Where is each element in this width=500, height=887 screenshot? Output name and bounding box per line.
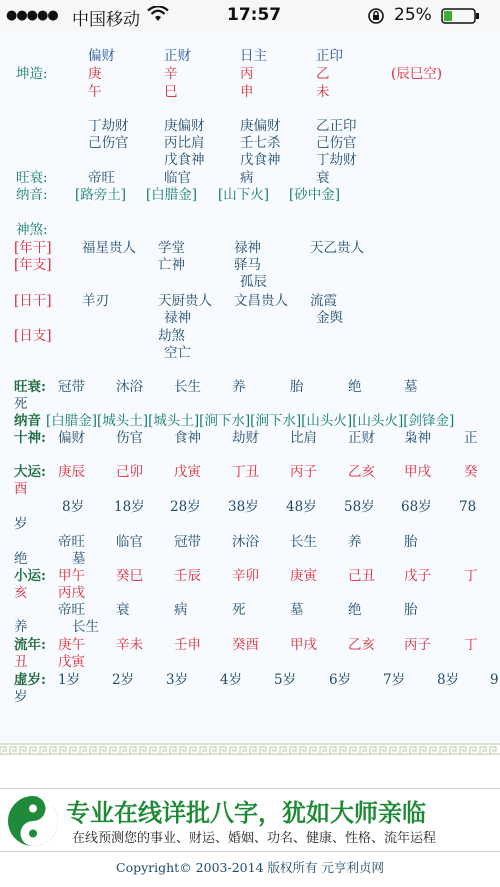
xy-cell: 庚寅 <box>290 568 317 584</box>
dy-ws-cell: 养 <box>348 534 362 550</box>
wangshuai-day: 病 <box>240 170 254 186</box>
canggan: 己伤官 <box>316 135 357 151</box>
age-cell: 岁 <box>14 516 28 532</box>
ss-cell: 劫财 <box>232 430 259 446</box>
ws-cell: 长生 <box>174 379 201 395</box>
zhi-day: 申 <box>240 84 254 100</box>
shensha-item: 天厨贵人 <box>158 293 212 309</box>
gan-year: 庚 <box>88 66 102 82</box>
ss-cell: 食神 <box>174 430 201 446</box>
dy-cell: 丙子 <box>290 464 317 480</box>
shensha-item: 孤辰 <box>240 274 267 290</box>
bazi-content <box>0 32 500 745</box>
ln-cell: 丑 <box>14 654 28 670</box>
dy-cell: 乙亥 <box>348 464 375 480</box>
xy-cell: 己丑 <box>348 568 375 584</box>
wangshuai-label: 旺衰: <box>16 170 48 186</box>
ws-cell: 绝 <box>348 379 362 395</box>
ln-cell: 壬申 <box>174 637 201 653</box>
xy-ws-cell: 衰 <box>116 602 130 618</box>
xs-cell: 8岁 <box>437 672 460 688</box>
shensha-item: 天乙贵人 <box>310 240 364 256</box>
shishen-day: 日主 <box>240 48 267 64</box>
canggan: 丁劫财 <box>88 118 129 134</box>
shensha-item: 金舆 <box>316 310 343 326</box>
dy-ws-cell: 沐浴 <box>232 534 259 550</box>
ln-cell: 戊寅 <box>58 654 85 670</box>
dy-ws-cell: 墓 <box>72 551 86 567</box>
gan-month: 辛 <box>164 66 178 82</box>
xs-cell: 4岁 <box>220 672 243 688</box>
dy-cell: 丁丑 <box>232 464 259 480</box>
xs-cell: 岁 <box>14 689 28 705</box>
clock: 17:57 <box>227 5 282 25</box>
zhi-year: 午 <box>88 84 102 100</box>
xy-ws-cell: 长生 <box>72 619 99 635</box>
decorative-border <box>0 742 500 756</box>
xs-cell: 6岁 <box>329 672 352 688</box>
wangshuai-month: 临官 <box>164 170 191 186</box>
yin-yang-icon <box>6 794 60 848</box>
ws-cell: 沐浴 <box>116 379 143 395</box>
dy-ws-cell: 长生 <box>290 534 317 550</box>
xy-cell: 甲午 <box>58 568 85 584</box>
wangshuai-hour: 衰 <box>316 170 330 186</box>
banner-subtitle: 在线预测您的事业、财运、婚姻、功名、健康、性格、流年运程 <box>72 831 437 846</box>
shensha-item: 空亡 <box>164 345 191 361</box>
xy-ws-cell: 绝 <box>348 602 362 618</box>
age-cell: 48岁 <box>286 499 317 515</box>
xy-ws-cell: 墓 <box>290 602 304 618</box>
shensha-item: 流霞 <box>310 293 337 309</box>
ad-banner[interactable] <box>0 788 500 852</box>
xs-cell: 2岁 <box>112 672 135 688</box>
ss-cell: 枭神 <box>404 430 431 446</box>
kong-wang: (辰巳空) <box>391 66 443 82</box>
xy-ws-cell: 养 <box>14 619 28 635</box>
shishen-year: 偏财 <box>88 48 115 64</box>
xy-cell: 辛卯 <box>232 568 259 584</box>
canggan: 丁劫财 <box>316 152 357 168</box>
nayin-year: [路旁土] <box>75 187 127 203</box>
age-cell: 18岁 <box>114 499 145 515</box>
ws-cell: 养 <box>232 379 246 395</box>
dy-ws-cell: 冠带 <box>174 534 201 550</box>
ln-label: 流年: <box>14 637 46 653</box>
ny-label: 纳音 <box>14 413 41 429</box>
shishen-month: 正财 <box>164 48 191 64</box>
ln-cell: 庚午 <box>58 637 85 653</box>
xs-label: 虚岁: <box>14 672 46 688</box>
zhi-month: 巳 <box>164 84 178 100</box>
wifi-icon <box>147 6 169 27</box>
zhi-hour: 未 <box>316 84 330 100</box>
ss-cell: 偏财 <box>58 430 85 446</box>
ri-zhi-label: [日支] <box>14 328 52 344</box>
ss-cell: 正 <box>464 430 478 446</box>
xs-cell: 5岁 <box>274 672 297 688</box>
dy-cell: 酉 <box>14 481 28 497</box>
canggan: 壬七杀 <box>240 135 281 151</box>
canggan: 己伤官 <box>88 135 129 151</box>
ny-row: [白腊金][城头土][城头土][涧下水][涧下水][山头火][山头火][剑锋金] <box>46 413 455 429</box>
wangshuai-year: 帝旺 <box>88 170 115 186</box>
canggan: 庚偏财 <box>240 118 281 134</box>
rotation-lock-icon <box>367 7 385 30</box>
ln-cell: 乙亥 <box>348 637 375 653</box>
xy-ws-cell: 死 <box>232 602 246 618</box>
nayin-day: [山下火] <box>218 187 270 203</box>
dy-ws-cell: 胎 <box>404 534 418 550</box>
shensha-item: 禄神 <box>164 310 191 326</box>
canggan: 乙正印 <box>316 118 357 134</box>
ln-cell: 甲戌 <box>290 637 317 653</box>
dy-ws-cell: 临官 <box>116 534 143 550</box>
canggan: 戊食神 <box>164 152 205 168</box>
canggan: 庚偏财 <box>164 118 205 134</box>
shensha-item: 亡神 <box>158 257 185 273</box>
xs-cell: 3岁 <box>166 672 189 688</box>
dy-cell: 甲戌 <box>404 464 431 480</box>
shensha-title: 神煞: <box>16 222 48 238</box>
nian-zhi-label: [年支] <box>14 257 52 273</box>
ws-label: 旺衰: <box>14 379 46 395</box>
shensha-item: 福星贵人 <box>82 240 136 256</box>
dy-cell: 庚辰 <box>58 464 85 480</box>
shensha-item: 文昌贵人 <box>234 293 288 309</box>
gan-day: 丙 <box>240 66 254 82</box>
dy-cell: 癸 <box>464 464 478 480</box>
banner-headline: 专业在线详批八字，犹如大师亲临 <box>66 799 426 827</box>
carrier-label: 中国移动 <box>72 10 140 30</box>
xy-ws-cell: 帝旺 <box>58 602 85 618</box>
nayin-hour: [砂中金] <box>289 187 341 203</box>
age-cell: 28岁 <box>170 499 201 515</box>
xs-cell: 1岁 <box>58 672 81 688</box>
shensha-item: 驿马 <box>234 257 261 273</box>
battery-percent: 25% <box>394 5 432 25</box>
xy-cell: 丁 <box>464 568 478 584</box>
nian-gan-label: [年干] <box>14 240 52 256</box>
dy-cell: 戊寅 <box>174 464 201 480</box>
ws-cell: 死 <box>14 396 28 412</box>
nayin-label: 纳音: <box>16 187 48 203</box>
age-cell: 58岁 <box>344 499 375 515</box>
ws-cell: 冠带 <box>58 379 85 395</box>
ws-cell: 胎 <box>290 379 304 395</box>
battery-icon <box>441 8 481 29</box>
xy-cell: 亥 <box>14 585 28 601</box>
age-cell: 78 <box>459 499 477 515</box>
ss-cell: 伤官 <box>116 430 143 446</box>
xy-cell: 壬辰 <box>174 568 201 584</box>
xy-label: 小运: <box>14 568 46 584</box>
xy-ws-cell: 病 <box>174 602 188 618</box>
ss-label: 十神: <box>14 430 46 446</box>
ss-cell: 比肩 <box>290 430 317 446</box>
shensha-item: 劫煞 <box>158 328 185 344</box>
xy-cell: 癸巳 <box>116 568 143 584</box>
nayin-month: [白腊金] <box>146 187 198 203</box>
status-bar <box>0 0 500 32</box>
ri-gan-label: [日干] <box>14 293 52 309</box>
ln-cell: 辛未 <box>116 637 143 653</box>
signal-icon: ●●●●● <box>6 8 58 23</box>
age-cell: 68岁 <box>401 499 432 515</box>
canggan: 戊食神 <box>240 152 281 168</box>
shishen-hour: 正印 <box>316 48 343 64</box>
xy-ws-cell: 胎 <box>404 602 418 618</box>
dy-label: 大运: <box>14 464 46 480</box>
xy-cell: 戊子 <box>404 568 431 584</box>
xy-cell: 丙戌 <box>58 585 85 601</box>
age-cell: 8岁 <box>62 499 85 515</box>
ws-cell: 墓 <box>404 379 418 395</box>
ss-cell: 正财 <box>348 430 375 446</box>
ln-cell: 癸酉 <box>232 637 259 653</box>
ln-cell: 丁 <box>464 637 478 653</box>
kunzao-label: 坤造: <box>16 66 48 82</box>
gan-hour: 乙 <box>316 66 330 82</box>
xs-cell: 9 <box>490 672 499 688</box>
shensha-item: 羊刃 <box>82 293 109 309</box>
dy-ws-cell: 帝旺 <box>58 534 85 550</box>
dy-ws-cell: 绝 <box>14 551 28 567</box>
canggan: 丙比肩 <box>164 135 205 151</box>
age-cell: 38岁 <box>228 499 259 515</box>
dy-cell: 己卯 <box>116 464 143 480</box>
xs-cell: 7岁 <box>383 672 406 688</box>
shensha-item: 学堂 <box>158 240 185 256</box>
ln-cell: 丙子 <box>404 637 431 653</box>
shensha-item: 禄神 <box>234 240 261 256</box>
copyright-footer: Copyright© 2003-2014 版权所有 元亨利贞网 <box>116 860 384 875</box>
